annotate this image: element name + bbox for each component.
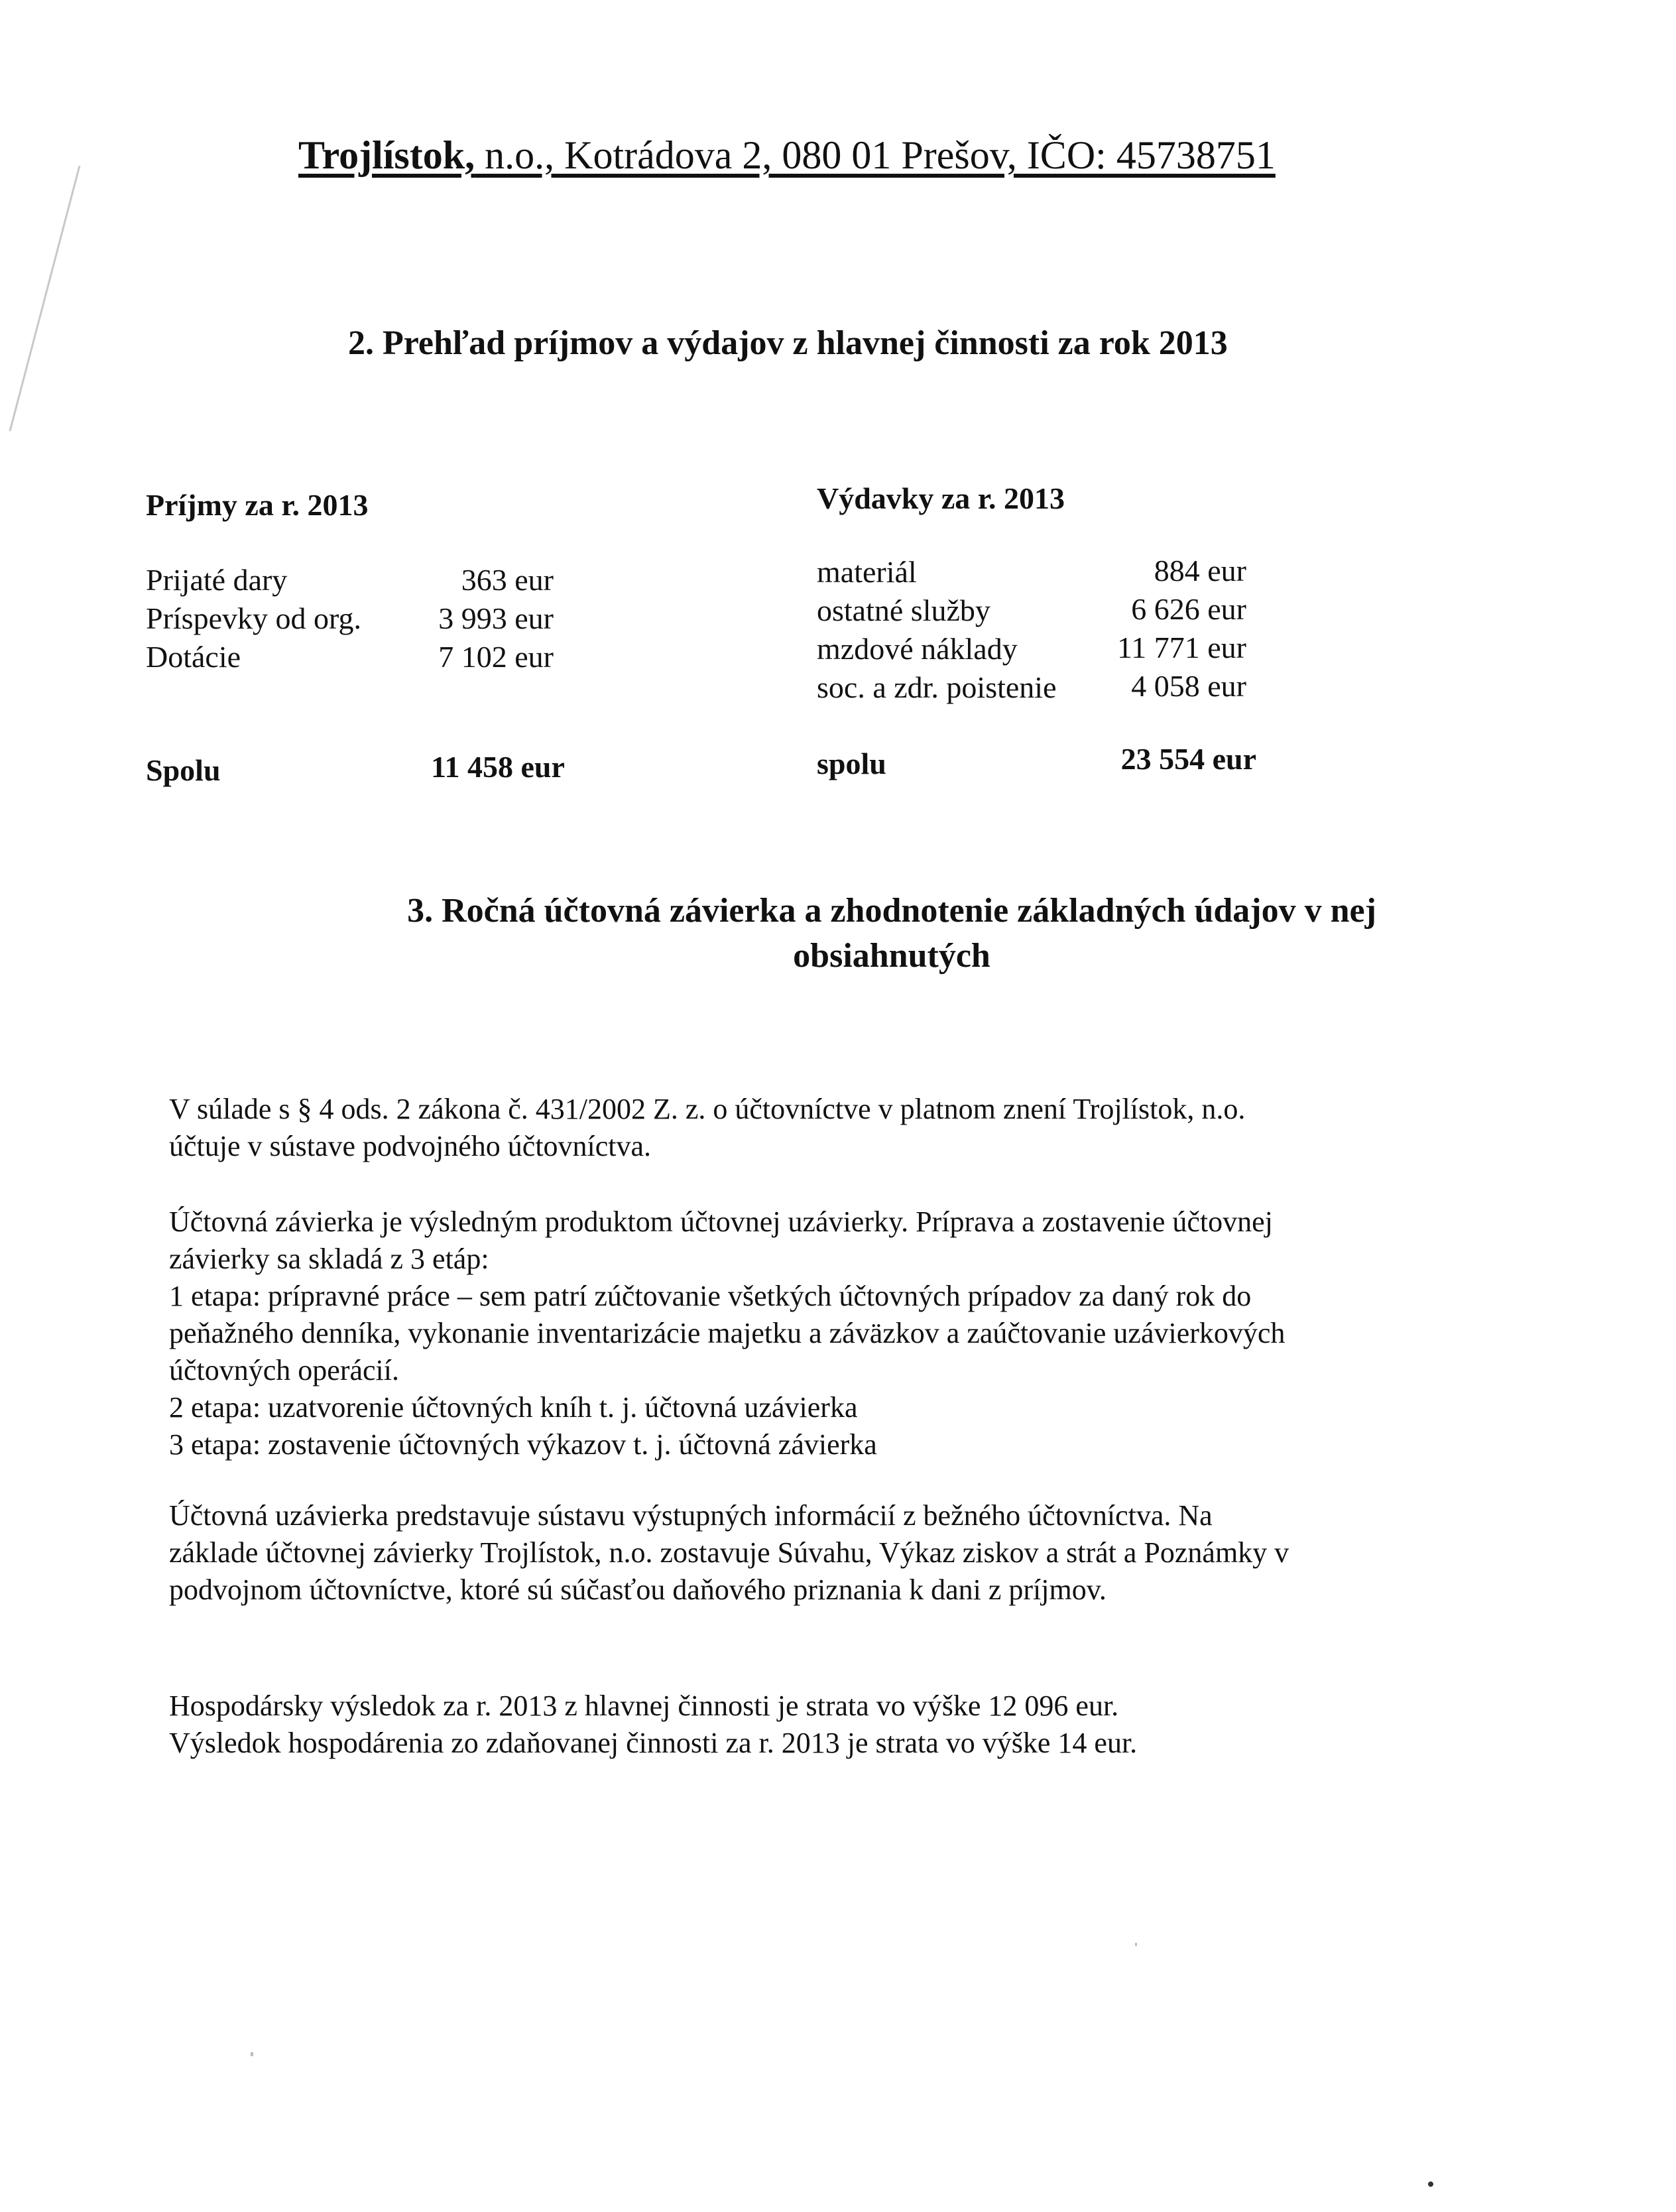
paragraph-results [169, 1688, 1488, 1762]
income-total-label: Spolu [146, 753, 221, 787]
expense-value: 6 626 eur [1131, 592, 1246, 626]
income-label: Príspevky od org. [146, 601, 361, 635]
scan-speck [251, 2052, 253, 2056]
scan-speck [1428, 2181, 1433, 2187]
income-value: 7 102 eur [438, 640, 554, 674]
paragraph-line: V súlade s § 4 ods. 2 zákona č. 431/2002 Z. z. o účtovníctve v platnom znení Trojlístok, n.o. [169, 1093, 1246, 1125]
income-value: 3 993 eur [438, 601, 554, 635]
expense-label: materiál [817, 555, 917, 589]
income-label: Dotácie [146, 640, 241, 674]
paragraph-line: Účtovná závierka je výsledným produktom účtovnej uzávierky. Príprava a zostavenie účtovnej [169, 1205, 1273, 1238]
paragraph-line: 2 etapa: uzatvorenie účtovných kníh t. j. účtovná uzávierka [169, 1391, 858, 1424]
expenses-total-label: spolu [817, 747, 886, 780]
expense-value: 884 eur [1154, 554, 1246, 587]
expenses-total-value: 23 554 eur [1120, 742, 1256, 776]
organization-details: n.o., Kotrádova 2, 080 01 Prešov, IČO: 45738751 [475, 133, 1276, 177]
section-3-title-line: 3. Ročná účtovná závierka a zhodnotenie základných údajov v nej [407, 892, 1376, 930]
section-2-title: 2. Prehľad príjmov a výdajov z hlavnej činnosti za rok 2013 [348, 324, 1228, 362]
expenses-heading: Výdavky za r. 2013 [817, 481, 1065, 515]
paragraph-line: peňažného denníka, vykonanie inventarizácie majetku a záväzkov a zaúčtovanie uzávierkových [169, 1317, 1286, 1349]
paragraph-closing-stages [169, 1203, 1488, 1463]
organization-header [298, 133, 1276, 178]
paragraph-line: Výsledok hospodárenia zo zdaňovanej činnosti za r. 2013 je strata vo výške 14 eur. [169, 1727, 1138, 1759]
expense-value: 4 058 eur [1131, 669, 1246, 703]
paragraph-line: závierky sa skladá z 3 etáp: [169, 1243, 489, 1275]
paragraph-legal-basis [169, 1091, 1488, 1165]
income-total-value: 11 458 eur [431, 750, 565, 784]
paragraph-line: 1 etapa: prípravné práce – sem patrí zúčtovanie všetkých účtovných prípadov za daný rok do [169, 1280, 1252, 1312]
expense-label: ostatné služby [817, 593, 990, 627]
paragraph-line: Hospodársky výsledok za r. 2013 z hlavnej činnosti je strata vo výške 12 096 eur. [169, 1690, 1119, 1722]
expense-label: soc. a zdr. poistenie [817, 670, 1057, 704]
organization-name: Trojlístok, [298, 133, 475, 177]
expense-label: mzdové náklady [817, 632, 1018, 666]
scan-edge-line [0, 166, 93, 444]
income-heading: Príjmy za r. 2013 [146, 488, 369, 522]
paragraph-line: Účtovná uzávierka predstavuje sústavu výstupných informácií z bežného účtovníctva. Na [169, 1499, 1213, 1532]
paragraph-line: účtovných operácií. [169, 1354, 399, 1386]
paragraph-line: základe účtovnej závierky Trojlístok, n.o. zostavuje Súvahu, Výkaz ziskov a strát a Poznámky v [169, 1536, 1289, 1569]
income-value: 363 eur [461, 563, 554, 597]
scan-speck [1135, 1943, 1137, 1946]
paragraph-line: 3 etapa: zostavenie účtovných výkazov t. j. účtovná závierka [169, 1428, 877, 1461]
paragraph-line: účtuje v sústave podvojného účtovníctva. [169, 1130, 652, 1162]
expense-value: 11 771 eur [1116, 631, 1246, 664]
paragraph-financial-statements [169, 1497, 1488, 1609]
income-label: Prijaté dary [146, 563, 288, 597]
paragraph-line: podvojnom účtovníctve, ktoré sú súčasťou daňového priznania k dani z príjmov. [169, 1573, 1107, 1606]
section-3-title-line: obsiahnutých [793, 937, 990, 975]
section-3-title [378, 889, 1406, 979]
